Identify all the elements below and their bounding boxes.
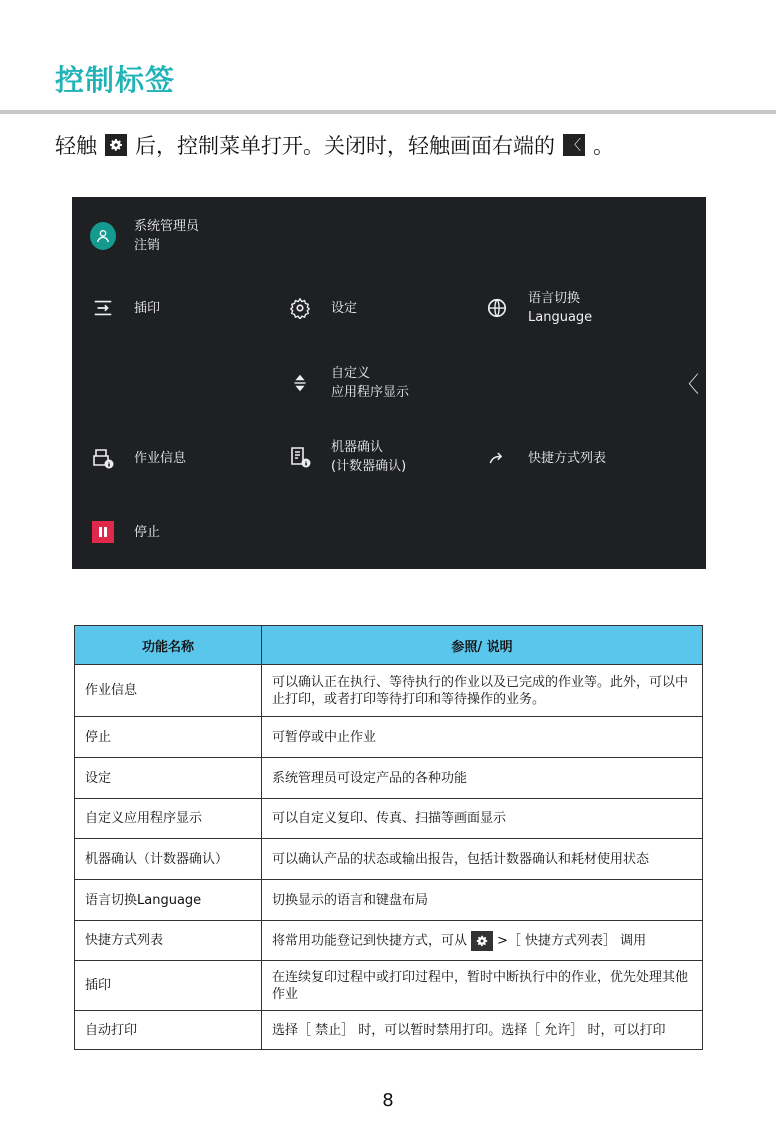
table-row bbox=[75, 665, 703, 717]
logout-link[interactable]: 注销 bbox=[134, 238, 161, 253]
language-label: 语言切换 bbox=[528, 291, 581, 306]
table-header-row bbox=[75, 626, 703, 665]
interrupt-icon bbox=[90, 295, 116, 321]
machine-status-item[interactable] bbox=[287, 438, 406, 476]
language-item[interactable] bbox=[484, 289, 592, 327]
stop-item[interactable] bbox=[90, 519, 160, 545]
machine-status-label-2: (计数器确认) bbox=[331, 459, 407, 474]
intro-after: 。 bbox=[593, 134, 614, 158]
custom-display-label-1: 自定义 bbox=[331, 366, 371, 381]
share-arrow-icon bbox=[484, 445, 510, 471]
chevron-left-icon: 〈 bbox=[563, 134, 585, 156]
row-desc: 可以确认正在执行、等待执行的作业以及已完成的作业等。此外，可以中止打印，或者打印等待打印和等待操作的业务。 bbox=[262, 665, 703, 717]
row-name: 自动打印 bbox=[75, 1011, 262, 1050]
row-name: 插印 bbox=[75, 961, 262, 1011]
table-row bbox=[75, 839, 703, 880]
row-name: 自定义应用程序显示 bbox=[75, 799, 262, 839]
row-name: 快捷方式列表 bbox=[75, 921, 262, 961]
custom-display-item[interactable] bbox=[287, 364, 409, 402]
gear-icon bbox=[105, 134, 127, 156]
gear-icon bbox=[287, 295, 313, 321]
shortcut-list-item[interactable] bbox=[484, 445, 606, 471]
row-desc: 选择［ 禁止］ 时，可以暂时禁用打印。选择［ 允许］ 时，可以打印 bbox=[262, 1011, 703, 1050]
user-logout-item[interactable] bbox=[90, 217, 199, 255]
row-name: 设定 bbox=[75, 758, 262, 799]
row-name: 停止 bbox=[75, 717, 262, 758]
control-menu-panel bbox=[72, 197, 706, 569]
row-desc: 系统管理员可设定产品的各种功能 bbox=[262, 758, 703, 799]
machine-status-label-1: 机器确认 bbox=[331, 440, 384, 455]
row-desc: 可以自定义复印、传真、扫描等画面显示 bbox=[262, 799, 703, 839]
table-row bbox=[75, 758, 703, 799]
row-name: 语言切换Language bbox=[75, 880, 262, 921]
intro-middle: 后，控制菜单打开。关闭时，轻触画面右端的 bbox=[135, 134, 555, 158]
language-label-en: Language bbox=[528, 310, 593, 325]
sort-arrows-icon bbox=[287, 370, 313, 396]
intro-text bbox=[55, 130, 614, 160]
interrupt-item[interactable] bbox=[90, 295, 160, 321]
row-desc bbox=[262, 921, 703, 961]
table-row bbox=[75, 717, 703, 758]
pause-icon bbox=[90, 519, 116, 545]
interrupt-label: 插印 bbox=[134, 300, 161, 316]
row-desc: 可以确认产品的状态或输出报告，包括计数器确认和耗材使用状态 bbox=[262, 839, 703, 880]
machine-info-icon bbox=[287, 444, 313, 470]
page-title: 控制标签 bbox=[55, 63, 176, 97]
settings-item[interactable] bbox=[287, 295, 357, 321]
page-number: 8 bbox=[382, 1090, 394, 1111]
table-row bbox=[75, 961, 703, 1011]
table-row bbox=[75, 921, 703, 961]
row-desc: 在连续复印过程中或打印过程中，暂时中断执行中的作业，优先处理其他作业 bbox=[262, 961, 703, 1011]
row-desc-after: >［ 快捷方式列表］ 调用 bbox=[497, 933, 647, 948]
title-divider bbox=[0, 110, 776, 114]
custom-display-label-2: 应用程序显示 bbox=[331, 385, 410, 400]
row-desc: 切换显示的语言和键盘布局 bbox=[262, 880, 703, 921]
stop-label: 停止 bbox=[134, 524, 161, 540]
header-description: 参照/ 说明 bbox=[262, 626, 703, 665]
row-name: 机器确认（计数器确认） bbox=[75, 839, 262, 880]
close-chevron-icon[interactable]: 〈 bbox=[677, 373, 700, 398]
globe-icon bbox=[484, 295, 510, 321]
user-name: 系统管理员 bbox=[134, 219, 200, 234]
gear-icon bbox=[471, 931, 493, 951]
row-name: 作业信息 bbox=[75, 665, 262, 717]
printer-info-icon bbox=[90, 445, 116, 471]
user-avatar-icon bbox=[90, 223, 116, 249]
function-reference-table bbox=[74, 625, 703, 1050]
table-row bbox=[75, 1011, 703, 1050]
table-row bbox=[75, 799, 703, 839]
settings-label: 设定 bbox=[331, 300, 358, 316]
row-desc-before: 将常用功能登记到快捷方式，可从 bbox=[272, 933, 468, 948]
job-info-label: 作业信息 bbox=[134, 450, 187, 466]
table-row bbox=[75, 880, 703, 921]
shortcut-list-label: 快捷方式列表 bbox=[528, 450, 607, 466]
header-function-name: 功能名称 bbox=[75, 626, 262, 665]
row-desc: 可暂停或中止作业 bbox=[262, 717, 703, 758]
job-info-item[interactable] bbox=[90, 445, 186, 471]
intro-before: 轻触 bbox=[55, 134, 97, 158]
